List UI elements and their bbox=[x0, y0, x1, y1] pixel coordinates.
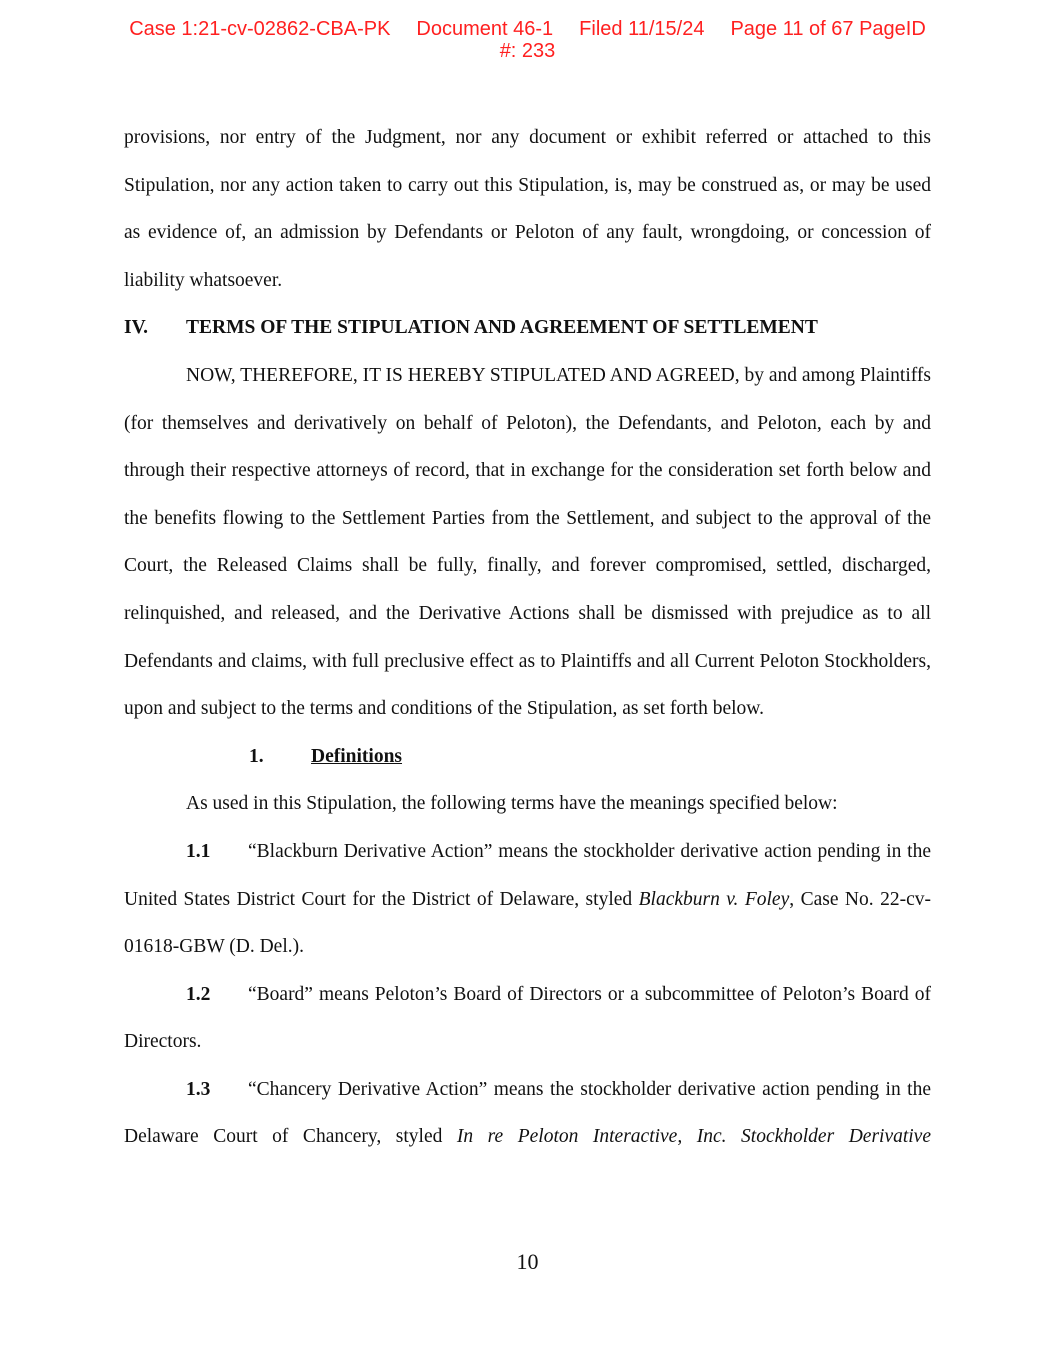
section-title: TERMS OF THE STIPULATION AND AGREEMENT OF SETTLEMENT bbox=[186, 317, 818, 339]
definition-number: 1.1 bbox=[186, 840, 211, 862]
definition-item: 1.1 “Blackburn Derivative Action” means the stockholder derivative action pending in the United States District Court for the District of Delaware, styled Blackburn v. Foley, Case No. 22-cv-01618-GBW (D. Del.). bbox=[124, 828, 931, 971]
definitions-number: 1. bbox=[249, 745, 264, 767]
definition-number: 1.2 bbox=[186, 983, 211, 1005]
page-number: 10 bbox=[516, 1249, 539, 1274]
paragraph-continuation: provisions, nor entry of the Judgment, nor any document or exhibit referred or attached to this Stipulation, nor any action taken to carry out this Stipulation, is, may be construed as, or may be used as evidence of, an admission by Defendants or Peloton of any fault, wrongdoing, or concession of liability whatsoever. bbox=[124, 127, 931, 291]
header-case-number: Case 1:21-cv-02862-CBA-PK bbox=[129, 18, 391, 40]
header-document: Document 46-1 bbox=[416, 18, 554, 40]
definition-item: 1.2 “Board” means Peloton’s Board of Directors or a subcommittee of Peloton’s Board of Directors. bbox=[124, 971, 931, 1066]
definition-number: 1.3 bbox=[186, 1078, 211, 1100]
case-name: Blackburn v. Foley bbox=[638, 888, 790, 910]
header-page: Page 11 of 67 PageID bbox=[730, 18, 926, 40]
header-filed-date: Filed 11/15/24 bbox=[579, 18, 705, 40]
document-body bbox=[124, 114, 931, 1161]
definitions-title: Definitions bbox=[311, 745, 403, 767]
case-name: In re Peloton Interactive, Inc. Stockholder Derivative bbox=[456, 1126, 931, 1148]
paragraph-definitions-intro: As used in this Stipulation, the following terms have the meanings specified below: bbox=[186, 793, 838, 815]
paragraph-stipulation: NOW, THEREFORE, IT IS HEREBY STIPULATED AND AGREED, by and among Plaintiffs (for themselves and derivatively on behalf of Peloton), the Defendants, and Peloton, each by and through their respective attorneys of record, that in exchange for the consideration set forth below and the benefits flowing to the Settlement Parties from the Settlement, and subject to the approval of the Court, the Released Claims shall be fully, finally, and forever compromised, settled, discharged, relinquished, and released, and the Derivative Actions shall be dismissed with prejudice as to all Defendants and claims, with full preclusive effect as to Plaintiffs and all Current Peloton Stockholders, upon and subject to the terms and conditions of the Stipulation, as set forth below. bbox=[124, 364, 931, 720]
header-pageid: #: 233 bbox=[499, 40, 556, 62]
section-number: IV. bbox=[124, 317, 149, 339]
definitions-heading bbox=[124, 733, 931, 781]
case-header bbox=[0, 18, 1055, 62]
definition-item: 1.3 “Chancery Derivative Action” means the stockholder derivative action pending in the Delaware Court of Chancery, styled In re Peloton Interactive, Inc. Stockholder Derivative bbox=[124, 1066, 931, 1161]
section-heading bbox=[124, 304, 931, 352]
